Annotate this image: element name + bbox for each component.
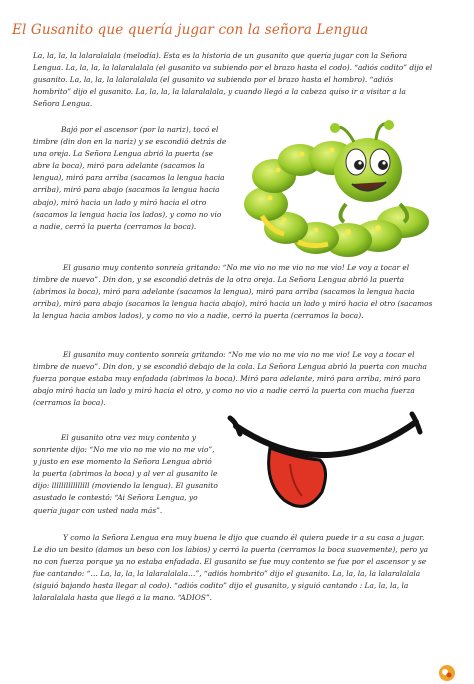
paragraph-1: La, la, la, la lalaralalala (melodía). Esta es la historia de un gusanito que quería jugar con la Señora Lengua. La, la, la, la lalaralalala (el gusanito va subiendo por el brazo hasta el codo). “adiós codito” dijo el gusanito. La, la, la, la lalaralalala (el gusanito va subiendo por el brazo hasta el hombro). “adiós hombrito” dijo el gusanito. La, la, la, la lalaralalala, y cuando llegó a la cabeza quiso ir a visitar a la Señora Lengua. <box>33 51 433 109</box>
paragraph-4: El gusanito muy contento sonreía gritando: “No me vio no me vio no me vio! Le voy a tocar el timbre de nuevo”. Din don, y se escondió debajo de la cola. La Señora Lengua abrió la puerta con mucha fuerza porque estaba muy enfadada (abrimos la boca). Miró para adelante, miró para arriba, miró para abajo miró hacia un lado y miró hacia el otro, y como no vio a nadie cerró la puerta con mucha fuerza (cerramos la boca). <box>33 350 427 408</box>
mouth-illustration <box>226 404 426 520</box>
paragraph-5: El gusanito otra vez muy contento y sonriente dijo: “No me vio no me vio no me vio”, y justo en ese momento la Señora Lengua abrió la puerta (abrimos la boca) y al ver al gusanito le dijo: llllllllllllllll (moviendo la lengua). El gusanito asustado le contestó: “Ai Señora Lengua, yo quería jugar con usted nada más”. <box>33 433 218 515</box>
paragraph-3: El gusano muy contento sonreía gritando: “No me vio no me vio no me vio! Le voy a tocar el timbre de nuevo”. Din don, y se escondió detrás de la otra oreja. La Señora Lengua abrió la puerta (abrimos la boca), miró para adelante (sacamos la lengua), miró para arriba (sacamos la lengua hacia arriba), miró para abajo (sacamos la lengua hacia abajo), miró hacia un lado y miró hacia el otro (sacamos la lengua hacia ambos lados), y como no vio a nadie, cerró la puerta (cerramos la boca). <box>33 263 433 321</box>
page-title: El Gusanito que quería jugar con la señora Lengua <box>12 22 369 38</box>
worm-illustration <box>228 120 468 260</box>
logo-icon <box>438 664 456 682</box>
paragraph-2: Bajó por el ascensor (por la nariz), tocó el timbre (din don en la nariz) y se escondió detrás de una oreja. La Señora Lengua abrió la puerta (se abre la boca), miró para adelante (sacamos la lengua), miró para arriba (sacamos la lengua hacia arriba), miró para abajo (sacamos la lengua hacia abajo), miró hacia un lado y miró hacia el otro (sacamos la lengua hacia los lados), y como no vio a nadie, cerró la puerta (cerramos la boca). <box>33 125 227 231</box>
paragraph-6: Y como la Señora Lengua era muy buena le dijo que cuando él quiera puede ir a su casa a jugar. Le dio un besito (damos un beso con los labios) y cerró la puerta (cerramos la boca suavemente), pero ya no con fuerza porque ya no estaba enfadada. El gusanito se fue muy contento se fue por el ascensor y se fue cantando: “… La, la, la, la lalaralalala…”, “adiós hombrito” dijo el gusanito. La, la, la, la lalaralalala (siguió bajando hasta llegar al codo). “adiós codito” dijo el gusanito, y siguió cantando : La, la, la, la lalaralalala hasta que llegó a la mano. “ADIOS”. <box>33 533 429 603</box>
